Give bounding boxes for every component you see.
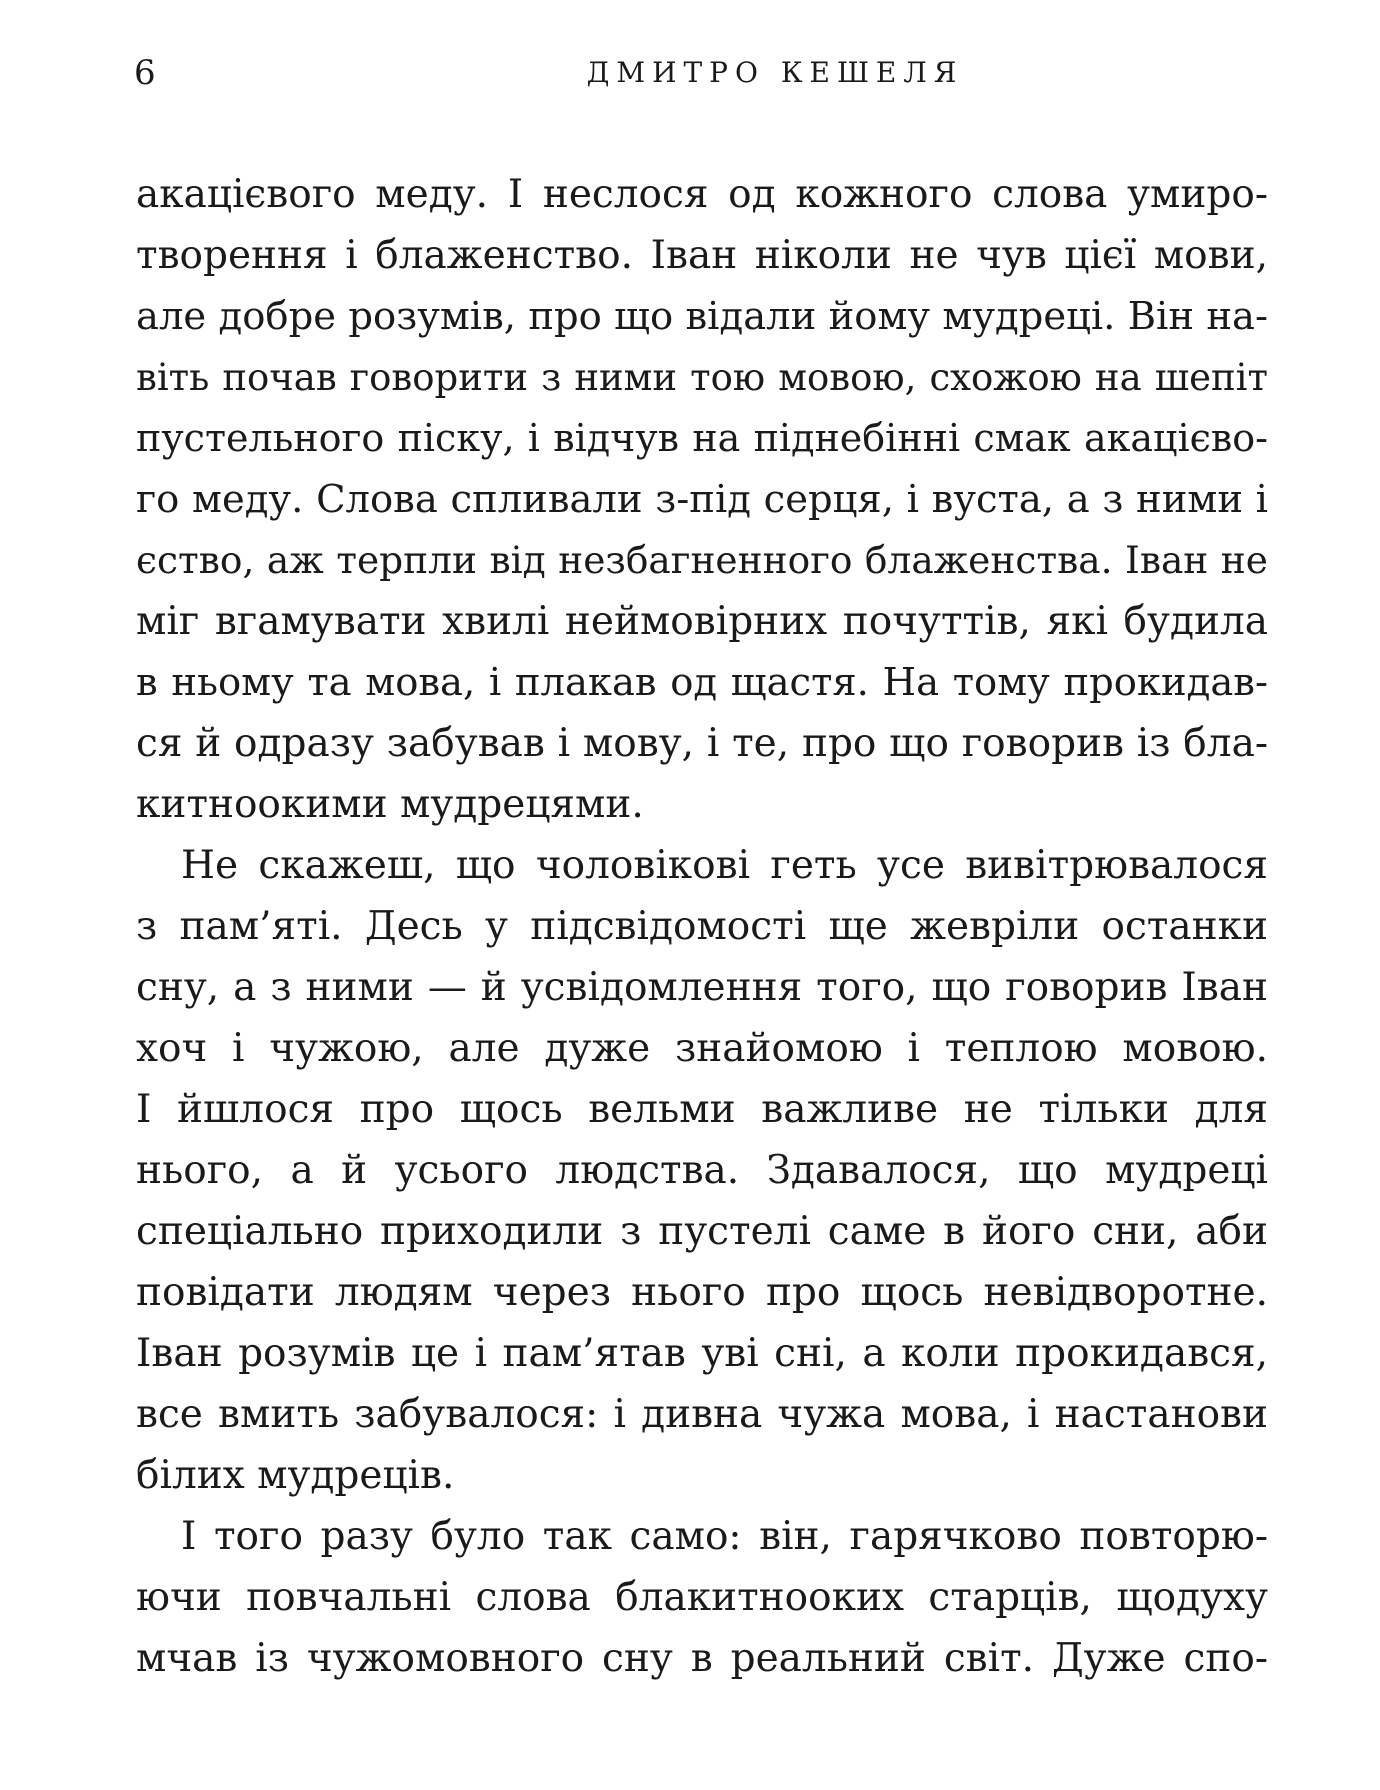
text-line: нього, а й усього людства. Здавалося, що мудреці: [136, 1148, 1268, 1193]
text-line: міг вгамувати хвилі неймовірних почуттів, які будила: [136, 599, 1268, 644]
text-line: білих мудреців.: [136, 1453, 455, 1498]
text-line: хоч і чужою, але дуже знайомою і теплою мовою.: [136, 1026, 1268, 1071]
text-line: але добре розумів, про що відали йому мудреці. Він на-: [136, 294, 1268, 339]
text-line: спеціально приходили з пустелі саме в його сни, аби: [136, 1209, 1268, 1254]
text-line: Іван розумів це і пам’ятав уві сні, а коли прокидався,: [136, 1331, 1268, 1376]
text-line: І йшлося про щось вельми важливе не тільки для: [136, 1087, 1268, 1132]
paragraph: [136, 164, 1268, 835]
text-line: сну, а з ними — й усвідомлення того, що говорив Іван: [136, 965, 1268, 1010]
text-line: з пам’яті. Десь у підсвідомості ще жевріли останки: [136, 904, 1268, 949]
running-head-author: ДМИТРО КЕШЕЛЯ: [586, 56, 964, 89]
text-line: єство, аж терпли від незбагненного блаженства. Іван не: [136, 538, 1268, 582]
paragraph: [136, 835, 1268, 1506]
text-line: Не скажеш, що чоловікові геть усе вивітрювалося: [181, 843, 1268, 888]
text-line: все вмить забувалося: і дивна чужа мова, і настанови: [136, 1392, 1268, 1437]
paragraph: [136, 1506, 1268, 1689]
text-line: ся й одразу забував і мову, і те, про що говорив із бла-: [136, 721, 1268, 766]
text-line: повідати людям через нього про щось невідворотне.: [136, 1270, 1268, 1315]
text-line: мчав із чужомовного сну в реальний світ. Дуже спо-: [136, 1636, 1268, 1681]
text-line: пустельного піску, і відчув на піднебінні смак акацієво-: [136, 416, 1268, 460]
text-line: творення і блаженство. Іван ніколи не чув цієї мови,: [136, 233, 1268, 278]
text-line: китноокими мудрецями.: [136, 782, 644, 827]
body-text: [136, 164, 1268, 1689]
text-line: І того разу було так само: він, гарячково повторю-: [181, 1514, 1268, 1559]
text-line: віть почав говорити з ними тою мовою, схожою на шепіт: [136, 356, 1268, 399]
text-line: акацієвого меду. І неслося од кожного слова умиро-: [136, 172, 1268, 217]
text-line: го меду. Слова спливали з-під серця, і вуста, а з ними і: [136, 477, 1268, 522]
text-line: ючи повчальні слова блакитнооких старців, щодуху: [136, 1575, 1268, 1620]
page-header: [0, 48, 1380, 98]
text-line: в ньому та мова, і плакав од щастя. На тому прокидав-: [136, 660, 1268, 705]
page-number: 6: [134, 53, 156, 93]
